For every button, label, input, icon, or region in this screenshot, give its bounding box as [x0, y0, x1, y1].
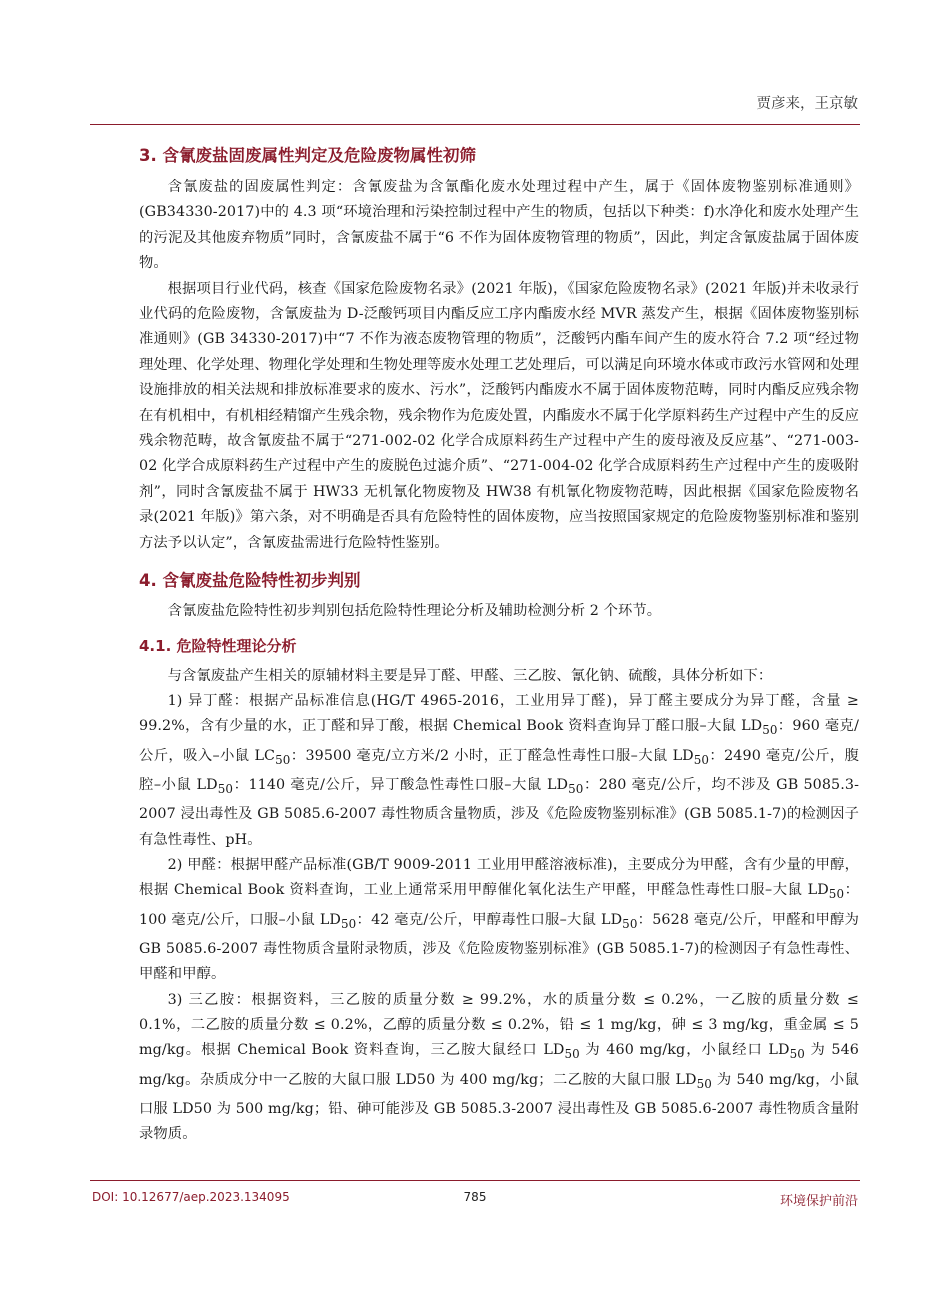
- section-4-1-heading: 4.1. 危险特性理论分析: [139, 636, 297, 655]
- doi-link[interactable]: DOI: 10.12677/aep.2023.134095: [92, 1190, 290, 1204]
- item-isobutyraldehyde: 1) 异丁醛：根据产品标准信息(HG/T 4965-2016，工业用异丁醛)，异丁醛主要成分为异丁醛，含量 ≥ 99.2%，含有少量的水，正丁醛和异丁酸，根据 Chemical Book 资料查询异丁醛口服–大鼠 $LD_{50}$：960 毫克/公斤，吸入–小鼠 $LC_{50}$：39500 毫克/立方米/2 小时，正丁醛急性毒性口服–大鼠 $LD_{50}$：2490 毫克/公斤，腹腔–小鼠 $LD_{50}$：1140 毫克/公斤，异丁酸急性毒性口服–大鼠 $LD_{50}$：280 毫克/公斤，均不涉及 GB 5085.3-2007 浸出毒性及 GB 5085.6-2007 毒性物质含量物质，涉及《危险废物鉴别标准》(GB 5085.1-7)的检测因子有急性毒性、pH。: [139, 692, 860, 848]
- section-3-paragraph-2: 根据项目行业代码，核查《国家危险废物名录》(2021 年版)，《国家危险废物名录》(2021 年版)并未收录行业代码的危险废物，含氰废盐为 D-泛酸钙项目内酯反应工序内酯废水经 MVR 蒸发产生，根据《固体废物鉴别标准通则》(GB 34330-2017)中“7 不作为液态废物管理的物质”，泛酸钙内酯车间产生的废水符合 7.2 项“经过物理处理、化学处理、物理化学处理和生物处理等废水处理工艺处理后，可以满足向环境水体或市政污水管网和处理设施排放的相关法规和排放标准要求的废水、污水”，泛酸钙内酯废水不属于固体废物范畴，同时内酯反应残余物在有机相中，有机相经精馏产生残余物，残余物作为危废处置，内酯废水不属于化学原料药生产过程中产生的反应残余物范畴，故含氰废盐不属于“271-002-02 化学合成原料药生产过程中产生的废母液及反应基”、“271-003-02 化学合成原料药生产过程中产生的废脱色过滤介质”、“271-004-02 化学合成原料药生产过程中产生的废吸附剂”，同时含氰废盐不属于 HW33 无机氰化物废物及 HW38 有机氰化物废物范畴，因此根据《国家危险废物名录(2021 年版)》第六条，对不明确是否具有危险特性的固体废物，应当按照国家规定的危险废物鉴别标准和鉴别方法予以认定”，含氰废盐需进行危险特性鉴别。: [139, 280, 859, 551]
- header-rule: [90, 124, 860, 125]
- section-4-intro: 含氰废盐危险特性初步判别包括危险特性理论分析及辅助检测分析 2 个环节。: [167, 603, 662, 620]
- page-content: [139, 140, 859, 1148]
- section-3-paragraph-1: 含氰废盐的固废属性判定：含氰废盐为含氰酯化废水处理过程中产生，属于《固体废物鉴别标准通则》(GB34330-2017)中的 4.3 项“环境治理和污染控制过程中产生的物质，包括以下种类：f)水净化和废水处理产生的污泥及其他废弃物质”同时，含氰废盐不属于“6 不作为固体废物管理的物质”，因此，判定含氰废盐属于固体废物。: [139, 179, 859, 272]
- journal-name: 环境保护前沿: [779, 1194, 858, 1209]
- section-3-heading: 3. 含氰废盐固废属性判定及危险废物属性初筛: [139, 146, 476, 165]
- item-formaldehyde: 2) 甲醛：根据甲醛产品标准(GB/T 9009-2011 工业用甲醛溶液标准)，主要成分为甲醛，含有少量的甲醇，根据 Chemical Book 资料查询，工业上通常采用甲醇催化氧化法生产甲醛，甲醛急性毒性口服–大鼠 $LD_{50}$：100 毫克/公斤，口服–小鼠 $LD_{50}$：42 毫克/公斤，甲醇毒性口服–大鼠 $LD_{50}$：5628 毫克/公斤，甲醛和甲醇为 GB 5085.6-2007 毒性物质含量附录物质，涉及《危险废物鉴别标准》(GB 5085.1-7)的检测因子有急性毒性、甲醛和甲醇。: [139, 856, 859, 983]
- section-4-heading: 4. 含氰废盐危险特性初步判别: [139, 571, 361, 591]
- footer-rule: [90, 1180, 860, 1181]
- item-triethylamine: 3) 三乙胺：根据资料，三乙胺的质量分数 ≥ 99.2%，水的质量分数 ≤ 0.2%，一乙胺的质量分数 ≤ 0.1%，二乙胺的质量分数 ≤ 0.2%，乙醇的质量分数 ≤ 0.2%，铅 ≤ 1 mg/kg，砷 ≤ 3 mg/kg，重金属 ≤ 5 mg/kg。根据 Chemical Book 资料查询，三乙胺大鼠经口 $LD_{50}$ 为 460 mg/kg，小鼠经口 $LD_{50}$ 为 546 mg/kg。杂质成分中一乙胺的大鼠口服 LD50 为 400 mg/kg；二乙胺的大鼠口服 $LD_{50}$ 为 540 mg/kg，小鼠口服 LD50 为 500 mg/kg；铅、砷可能涉及 GB 5085.3-2007 浸出毒性及 GB 5085.6-2007 毒性物质含量附录物质。: [139, 991, 860, 1143]
- page-number: 785: [463, 1190, 487, 1204]
- section-4-1-intro: 与含氰废盐产生相关的原辅材料主要是异丁醛、甲醛、三乙胺、氰化钠、硫酸，具体分析如下：: [167, 667, 773, 684]
- running-header-authors: 贾彦来，王京敏: [756, 96, 858, 112]
